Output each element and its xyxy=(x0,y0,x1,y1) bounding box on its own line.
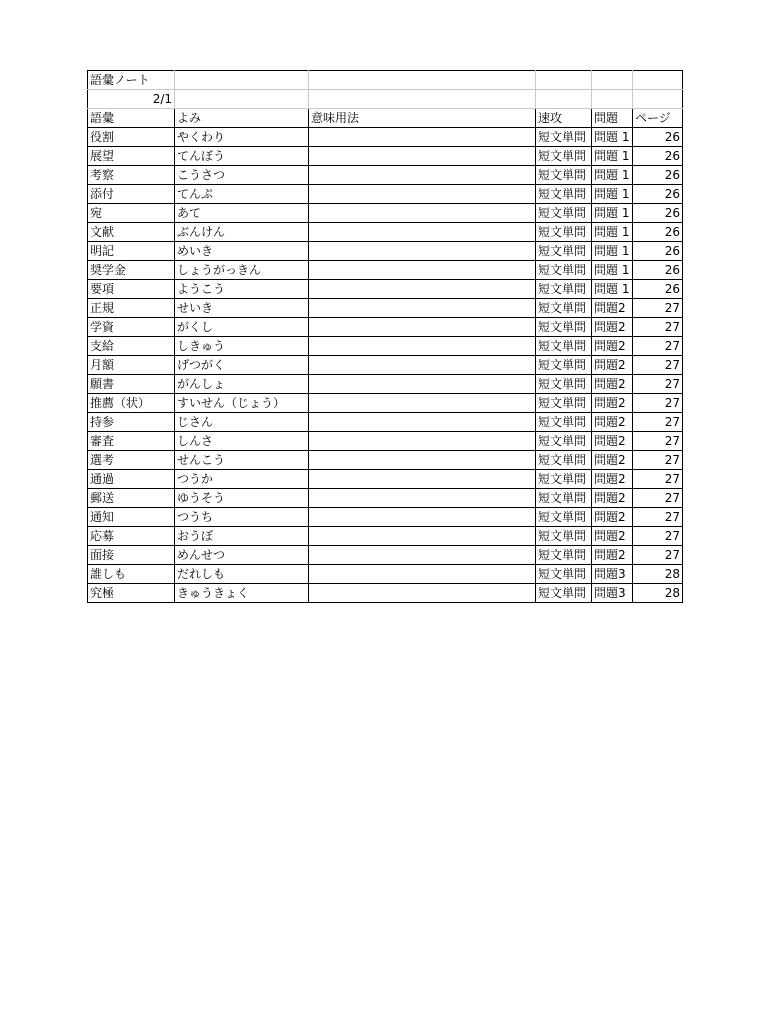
cell-question: 問題 1 xyxy=(592,280,633,299)
cell-reading: つうか xyxy=(175,470,309,489)
cell-question: 問題2 xyxy=(592,318,633,337)
cell-source: 短文単問 xyxy=(536,432,592,451)
header-reading: よみ xyxy=(175,109,309,128)
empty-cell xyxy=(592,71,633,90)
cell-source: 短文単問 xyxy=(536,527,592,546)
cell-meaning xyxy=(309,527,536,546)
cell-meaning xyxy=(309,356,536,375)
cell-question: 問題3 xyxy=(592,565,633,584)
cell-source: 短文単問 xyxy=(536,128,592,147)
sheet-date: 2/1 xyxy=(88,90,175,109)
header-page: ページ xyxy=(633,109,683,128)
cell-page: 27 xyxy=(633,432,683,451)
cell-page: 26 xyxy=(633,261,683,280)
table-row xyxy=(88,337,683,356)
cell-page: 26 xyxy=(633,204,683,223)
table-row xyxy=(88,223,683,242)
cell-page: 27 xyxy=(633,413,683,432)
cell-word: 選考 xyxy=(88,451,175,470)
cell-meaning xyxy=(309,413,536,432)
cell-source: 短文単問 xyxy=(536,546,592,565)
cell-question: 問題 1 xyxy=(592,204,633,223)
cell-reading: がくし xyxy=(175,318,309,337)
cell-word: 応募 xyxy=(88,527,175,546)
cell-question: 問題 1 xyxy=(592,242,633,261)
header-word: 語彙 xyxy=(88,109,175,128)
cell-word: 正規 xyxy=(88,299,175,318)
table-row xyxy=(88,546,683,565)
cell-page: 26 xyxy=(633,223,683,242)
cell-source: 短文単問 xyxy=(536,185,592,204)
cell-meaning xyxy=(309,451,536,470)
cell-question: 問題2 xyxy=(592,413,633,432)
cell-reading: きゅうきょく xyxy=(175,584,309,603)
cell-reading: ようこう xyxy=(175,280,309,299)
cell-meaning xyxy=(309,546,536,565)
empty-cell xyxy=(633,90,683,109)
cell-question: 問題2 xyxy=(592,375,633,394)
cell-question: 問題2 xyxy=(592,508,633,527)
cell-page: 27 xyxy=(633,337,683,356)
cell-question: 問題2 xyxy=(592,451,633,470)
cell-reading: げつがく xyxy=(175,356,309,375)
table-row xyxy=(88,413,683,432)
cell-source: 短文単問 xyxy=(536,413,592,432)
cell-reading: めんせつ xyxy=(175,546,309,565)
cell-page: 27 xyxy=(633,375,683,394)
cell-source: 短文単問 xyxy=(536,223,592,242)
table-row xyxy=(88,584,683,603)
table-row xyxy=(88,451,683,470)
cell-source: 短文単問 xyxy=(536,375,592,394)
cell-question: 問題2 xyxy=(592,546,633,565)
cell-meaning xyxy=(309,394,536,413)
cell-reading: しんさ xyxy=(175,432,309,451)
table-row xyxy=(88,128,683,147)
cell-word: 究極 xyxy=(88,584,175,603)
cell-source: 短文単問 xyxy=(536,489,592,508)
cell-meaning xyxy=(309,470,536,489)
cell-meaning xyxy=(309,508,536,527)
cell-page: 27 xyxy=(633,299,683,318)
cell-meaning xyxy=(309,489,536,508)
cell-question: 問題 1 xyxy=(592,261,633,280)
cell-page: 28 xyxy=(633,565,683,584)
table-row xyxy=(88,204,683,223)
cell-meaning xyxy=(309,337,536,356)
cell-source: 短文単問 xyxy=(536,147,592,166)
cell-page: 27 xyxy=(633,394,683,413)
empty-cell xyxy=(536,90,592,109)
cell-word: 添付 xyxy=(88,185,175,204)
cell-page: 27 xyxy=(633,527,683,546)
cell-word: 奨学金 xyxy=(88,261,175,280)
table-row xyxy=(88,318,683,337)
table-row xyxy=(88,565,683,584)
cell-word: 願書 xyxy=(88,375,175,394)
cell-question: 問題2 xyxy=(592,337,633,356)
cell-reading: ぶんけん xyxy=(175,223,309,242)
cell-word: 文献 xyxy=(88,223,175,242)
table-row xyxy=(88,394,683,413)
cell-reading: てんぷ xyxy=(175,185,309,204)
table-row xyxy=(88,185,683,204)
cell-word: 役割 xyxy=(88,128,175,147)
cell-reading: ゆうそう xyxy=(175,489,309,508)
cell-reading: めいき xyxy=(175,242,309,261)
cell-page: 28 xyxy=(633,584,683,603)
cell-source: 短文単問 xyxy=(536,242,592,261)
cell-page: 26 xyxy=(633,166,683,185)
cell-source: 短文単問 xyxy=(536,508,592,527)
cell-question: 問題2 xyxy=(592,356,633,375)
empty-cell xyxy=(175,71,309,90)
cell-source: 短文単問 xyxy=(536,261,592,280)
table-row xyxy=(88,508,683,527)
cell-word: 考察 xyxy=(88,166,175,185)
cell-question: 問題2 xyxy=(592,299,633,318)
cell-question: 問題2 xyxy=(592,489,633,508)
cell-word: 学資 xyxy=(88,318,175,337)
cell-question: 問題2 xyxy=(592,394,633,413)
table-row xyxy=(88,470,683,489)
cell-word: 誰しも xyxy=(88,565,175,584)
cell-word: 持参 xyxy=(88,413,175,432)
cell-reading: せいき xyxy=(175,299,309,318)
table-row xyxy=(88,375,683,394)
cell-question: 問題 1 xyxy=(592,185,633,204)
cell-page: 26 xyxy=(633,185,683,204)
cell-question: 問題 1 xyxy=(592,147,633,166)
cell-page: 26 xyxy=(633,280,683,299)
cell-word: 推薦（状） xyxy=(88,394,175,413)
empty-cell xyxy=(592,90,633,109)
cell-reading: てんぼう xyxy=(175,147,309,166)
cell-meaning xyxy=(309,204,536,223)
cell-source: 短文単問 xyxy=(536,318,592,337)
empty-cell xyxy=(633,71,683,90)
table-row xyxy=(88,299,683,318)
cell-reading: すいせん（じょう） xyxy=(175,394,309,413)
cell-meaning xyxy=(309,432,536,451)
sheet-body xyxy=(88,71,683,603)
table-row xyxy=(88,280,683,299)
cell-meaning xyxy=(309,375,536,394)
cell-reading: じさん xyxy=(175,413,309,432)
cell-page: 26 xyxy=(633,147,683,166)
cell-page: 27 xyxy=(633,470,683,489)
cell-question: 問題2 xyxy=(592,527,633,546)
cell-word: 郵送 xyxy=(88,489,175,508)
cell-reading: おうぼ xyxy=(175,527,309,546)
cell-reading: がんしょ xyxy=(175,375,309,394)
cell-word: 面接 xyxy=(88,546,175,565)
table-row xyxy=(88,489,683,508)
cell-word: 通過 xyxy=(88,470,175,489)
cell-meaning xyxy=(309,261,536,280)
vocabulary-sheet xyxy=(87,70,683,603)
date-row xyxy=(88,90,683,109)
table-row xyxy=(88,432,683,451)
cell-question: 問題 1 xyxy=(592,166,633,185)
cell-reading: つうち xyxy=(175,508,309,527)
cell-meaning xyxy=(309,299,536,318)
empty-cell xyxy=(536,71,592,90)
cell-source: 短文単問 xyxy=(536,280,592,299)
cell-meaning xyxy=(309,166,536,185)
table-row xyxy=(88,242,683,261)
table-row xyxy=(88,527,683,546)
empty-cell xyxy=(175,90,309,109)
cell-reading: やくわり xyxy=(175,128,309,147)
cell-meaning xyxy=(309,185,536,204)
cell-word: 要項 xyxy=(88,280,175,299)
cell-meaning xyxy=(309,242,536,261)
cell-meaning xyxy=(309,565,536,584)
cell-source: 短文単問 xyxy=(536,451,592,470)
cell-source: 短文単問 xyxy=(536,299,592,318)
table-row xyxy=(88,356,683,375)
table-row xyxy=(88,147,683,166)
cell-word: 支給 xyxy=(88,337,175,356)
cell-reading: せんこう xyxy=(175,451,309,470)
cell-source: 短文単問 xyxy=(536,565,592,584)
cell-page: 27 xyxy=(633,318,683,337)
cell-page: 27 xyxy=(633,451,683,470)
cell-meaning xyxy=(309,280,536,299)
sheet-title: 語彙ノート xyxy=(88,71,175,90)
cell-reading: あて xyxy=(175,204,309,223)
cell-reading: しょうがっきん xyxy=(175,261,309,280)
cell-page: 27 xyxy=(633,508,683,527)
cell-source: 短文単問 xyxy=(536,356,592,375)
cell-reading: だれしも xyxy=(175,565,309,584)
cell-word: 月額 xyxy=(88,356,175,375)
cell-source: 短文単問 xyxy=(536,166,592,185)
cell-meaning xyxy=(309,147,536,166)
cell-page: 26 xyxy=(633,128,683,147)
cell-source: 短文単問 xyxy=(536,584,592,603)
cell-source: 短文単問 xyxy=(536,337,592,356)
cell-source: 短文単問 xyxy=(536,394,592,413)
cell-word: 明記 xyxy=(88,242,175,261)
header-question: 問題 xyxy=(592,109,633,128)
cell-reading: しきゅう xyxy=(175,337,309,356)
cell-word: 通知 xyxy=(88,508,175,527)
cell-question: 問題 1 xyxy=(592,223,633,242)
empty-cell xyxy=(309,71,536,90)
cell-word: 展望 xyxy=(88,147,175,166)
cell-source: 短文単問 xyxy=(536,204,592,223)
title-row xyxy=(88,71,683,90)
cell-question: 問題 1 xyxy=(592,128,633,147)
cell-word: 審査 xyxy=(88,432,175,451)
cell-page: 27 xyxy=(633,489,683,508)
cell-page: 26 xyxy=(633,242,683,261)
cell-reading: こうさつ xyxy=(175,166,309,185)
cell-page: 27 xyxy=(633,356,683,375)
cell-question: 問題2 xyxy=(592,432,633,451)
cell-meaning xyxy=(309,128,536,147)
cell-page: 27 xyxy=(633,546,683,565)
cell-meaning xyxy=(309,223,536,242)
cell-question: 問題2 xyxy=(592,470,633,489)
cell-meaning xyxy=(309,584,536,603)
header-row xyxy=(88,109,683,128)
table-row xyxy=(88,261,683,280)
cell-meaning xyxy=(309,318,536,337)
header-source: 速攻 xyxy=(536,109,592,128)
cell-question: 問題3 xyxy=(592,584,633,603)
table-row xyxy=(88,166,683,185)
empty-cell xyxy=(309,90,536,109)
cell-word: 宛 xyxy=(88,204,175,223)
header-meaning: 意味用法 xyxy=(309,109,536,128)
cell-source: 短文単問 xyxy=(536,470,592,489)
